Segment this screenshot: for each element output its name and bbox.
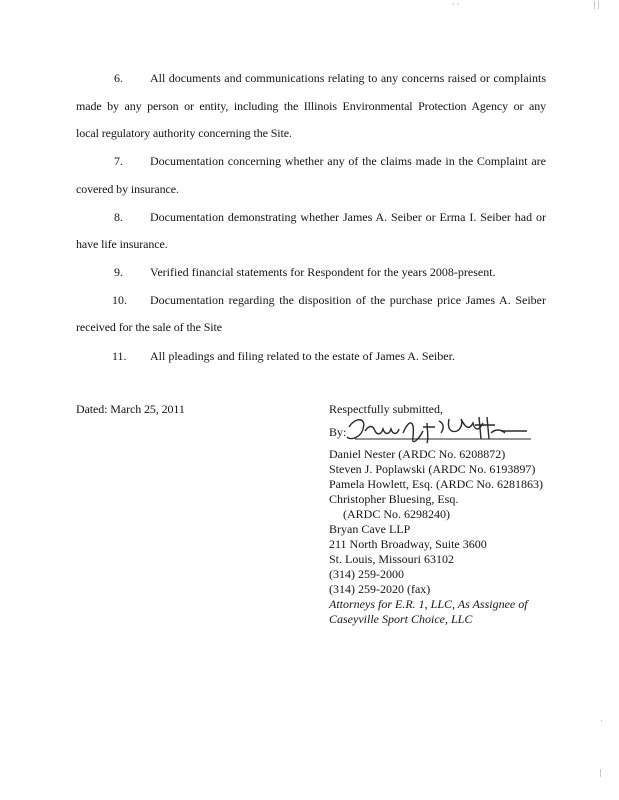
item-text: All documents and communications relating to any concerns raised or complaints <box>150 71 546 85</box>
counsel-line: Pamela Howlett, Esq. (ARDC No. 6281863) <box>329 477 543 491</box>
handwritten-signature <box>341 413 537 447</box>
counsel-line: Steven J. Poplawski (ARDC No. 6193897) <box>329 462 536 476</box>
firm-name: Bryan Cave LLP <box>329 522 411 536</box>
scan-mark: · · <box>452 0 460 9</box>
item-text: have life insurance. <box>76 237 168 251</box>
scan-mark: · <box>600 717 603 726</box>
item-text: Documentation regarding the disposition of the purchase price James A. Seiber <box>150 293 546 307</box>
item-number: 9. <box>114 265 123 279</box>
item-text: Documentation demonstrating whether James A. Seiber or Erma I. Seiber had or <box>150 210 546 224</box>
scan-mark: | | <box>594 0 600 9</box>
address-line: 211 North Broadway, Suite 3600 <box>329 537 487 551</box>
item-text: local regulatory authority concerning the Site. <box>76 126 292 140</box>
attorneys-for-line: Attorneys for E.R. 1, LLC, As Assignee of <box>329 597 528 611</box>
item-text: received for the sale of the Site <box>76 320 222 334</box>
item-text: covered by insurance. <box>76 182 179 196</box>
item-text: made by any person or entity, including the Illinois Environmental Protection Agency or any <box>76 99 546 113</box>
item-text: Verified financial statements for Respondent for the years 2008-present. <box>150 265 496 279</box>
attorneys-for-line: Caseyville Sport Choice, LLC <box>329 612 473 626</box>
signature-block <box>329 402 543 627</box>
item-number: 7. <box>114 154 123 168</box>
item-number: 10. <box>112 293 127 307</box>
item-text: All pleadings and filing related to the estate of James A. Seiber. <box>150 349 455 363</box>
item-number: 11. <box>112 349 127 363</box>
counsel-line: Daniel Nester (ARDC No. 6208872) <box>329 447 506 461</box>
scan-mark: | <box>600 768 602 777</box>
dated-line: Dated: March 25, 2011 <box>76 402 185 416</box>
address-line: St. Louis, Missouri 63102 <box>329 552 455 566</box>
phone-line: (314) 259-2000 <box>329 567 404 581</box>
item-text: Documentation concerning whether any of the claims made in the Complaint are <box>150 154 546 168</box>
counsel-line: Christopher Bluesing, Esq. <box>329 492 459 506</box>
item-number: 6. <box>114 71 123 85</box>
counsel-line: (ARDC No. 6298240) <box>343 507 450 521</box>
item-number: 8. <box>114 210 123 224</box>
signature-row <box>329 425 543 447</box>
by-label: By: <box>329 425 347 439</box>
fax-line: (314) 259-2020 (fax) <box>329 582 431 596</box>
respectfully-submitted: Respectfully submitted, <box>329 402 443 416</box>
